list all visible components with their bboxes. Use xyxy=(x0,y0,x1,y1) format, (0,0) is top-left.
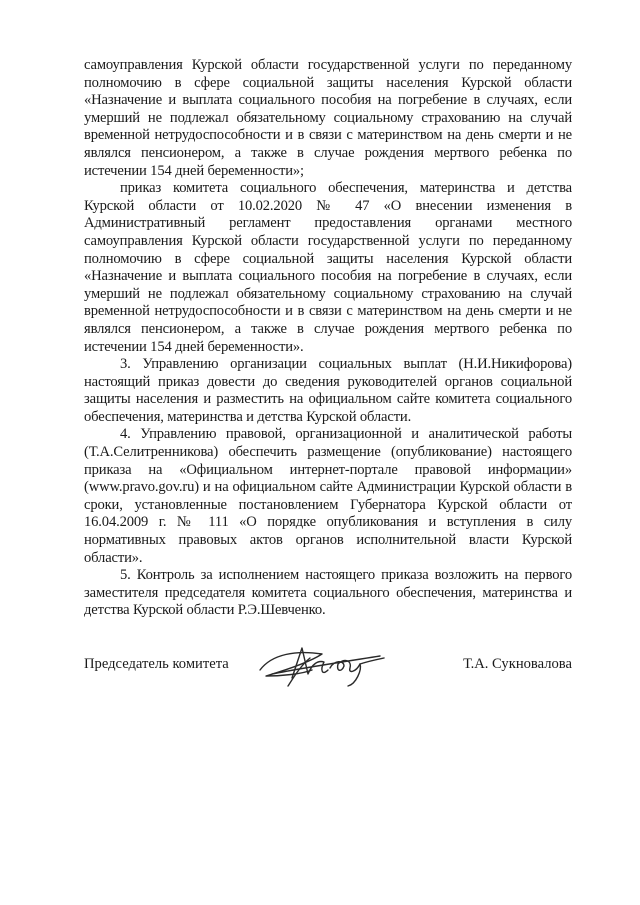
paragraph-1: самоуправления Курской области государственной услуги по переданному полномочию в сфере социальной защиты населения Курской области «Назначение и выплата социального пособия на погребение в случаях, если умерший не подлежал обязательному социальному страхованию на случай временной нетрудоспособности и в связи с материнством на день смерти и не являлся пенсионером, а также в случае рождения мертвого ребенка по истечении 154 дней беременности»; xyxy=(84,57,572,179)
paragraph-3: 3. Управлению организации социальных выплат (Н.И.Никифорова) настоящий приказ довести до сведения руководителей органов социальной защиты населения и разместить на официальном сайте комитета социального обеспечения, материнства и детства Курской области. xyxy=(84,356,572,425)
document-body xyxy=(84,57,572,620)
signer-title: Председатель комитета xyxy=(84,656,229,672)
paragraph-4: 4. Управлению правовой, организационной и аналитической работы (Т.А.Селитренникова) обеспечить размещение (опубликование) настоящего приказа на «Официальном интернет-портале правовой информации» (www.pravo.gov.ru) и на официальном сайте Администрации Курской области в сроки, установленные постановлением Губернатора Курской области от 16.04.2009 г. № 111 «О порядке опубликования и вступления в силу нормативных правовых актов органов исполнительной власти Курской области». xyxy=(84,426,572,566)
signer-name: Т.А. Сукновалова xyxy=(463,656,572,672)
signature-block xyxy=(84,640,572,700)
paragraph-5: 5. Контроль за исполнением настоящего приказа возложить на первого заместителя председателя комитета социального обеспечения, материнства и детства Курской области Р.Э.Шевченко. xyxy=(84,567,572,619)
handwritten-signature-icon xyxy=(252,640,402,692)
paragraph-2: приказ комитета социального обеспечения, материнства и детства Курской области от 10.02.2020 № 47 «О внесении изменения в Административный регламент предоставления органами местного самоуправления Курской области государственной услуги по переданному полномочию в сфере социальной защиты населения Курской области «Назначение и выплата социального пособия на погребение в случаях, если умерший не подлежал обязательному социальному страхованию на случай временной нетрудоспособности и в связи с материнством на день смерти и не являлся пенсионером, а также в случае рождения мертвого ребенка по истечении 154 дней беременности». xyxy=(84,180,572,355)
